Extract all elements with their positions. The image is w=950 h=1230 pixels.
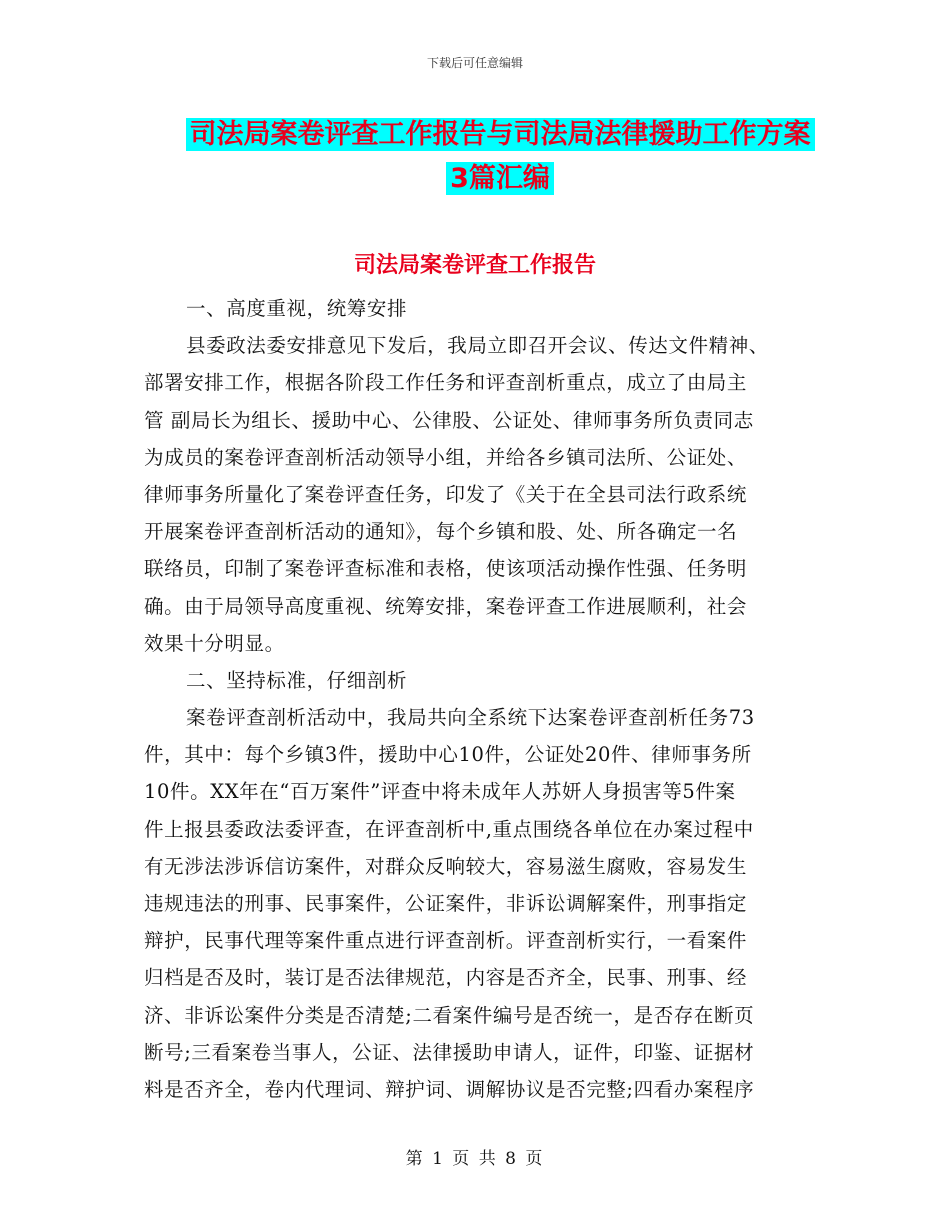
main-title-line-1 (140, 112, 860, 151)
body-line: 部署安排工作，根据各阶段工作任务和评查剖析重点，成立了由局主 (144, 371, 748, 395)
body-line: 案卷评查剖析活动中，我局共向全系统下达案卷评查剖析任务73 (186, 706, 755, 730)
body-line: 断号;三看案卷当事人，公证、法律援助申请人，证件，印鉴、证据材 (144, 1040, 755, 1064)
body-line: 确。由于局领导高度重视、统筹安排，案卷评查工作进展顺利，社会 (144, 594, 748, 618)
body-line: 联络员，印制了案卷评查标准和表格，使该项活动操作性强、任务明 (144, 557, 748, 581)
body-line: 辩护，民事代理等案件重点进行评查剖析。评查剖析实行，一看案件 (144, 929, 748, 953)
body-line: 管 副局长为组长、援助中心、公律股、公证处、律师事务所负责同志 (144, 408, 754, 432)
body-line: 归档是否及时，装订是否法律规范，内容是否齐全，民事、刑事、经 (144, 966, 748, 990)
heading-2: 二、坚持标准，仔细剖析 (186, 668, 408, 692)
body-line: 违规违法的刑事、民事案件，公证案件，非诉讼调解案件，刑事指定 (144, 892, 748, 915)
body-line: 济、非诉讼案件分类是否清楚;二看案件编号是否统一，是否存在断页 (144, 1003, 755, 1027)
document-body (144, 290, 810, 1108)
body-line: 10件。XX年在“百万案件”评查中将未成年人苏妍人身损害等5件案 (144, 780, 736, 804)
header-note: 下载后可任意编辑 (426, 56, 523, 70)
body-line: 律师事务所量化了案卷评查任务，印发了《关于在全县司法行政系统 (144, 482, 748, 506)
body-line: 件，其中：每个乡镇3件，援助中心10件，公证处20件、律师事务所 (144, 743, 752, 767)
body-line: 县委政法委安排意见下发后，我局立即召开会议、传达文件精神、 (186, 334, 769, 358)
body-line: 有无涉法涉诉信访案件，对群众反响较大，容易滋生腐败，容易发生 (144, 854, 748, 878)
body-line: 效果十分明显。 (144, 631, 285, 655)
main-title-line-2 (140, 156, 860, 195)
main-title-text-1: 司法局案卷评查工作报告与司法局法律援助工作方案 (186, 118, 815, 151)
body-line: 料是否齐全，卷内代理词、辩护词、调解协议是否完整;四看办案程序 (144, 1077, 755, 1101)
body-line: 开展案卷评查剖析活动的通知》，每个乡镇和股、处、所各确定一名 (144, 520, 738, 544)
heading-1: 一、高度重视，统筹安排 (186, 297, 408, 320)
main-title-text-2: 3篇汇编 (446, 162, 554, 195)
section-title: 司法局案卷评查工作报告 (353, 253, 596, 278)
body-line: 件上报县委政法委评查，在评查剖析中,重点围绕各单位在办案过程中 (144, 817, 754, 841)
body-line: 为成员的案卷评查剖析活动领导小组，并给各乡镇司法所、公证处、 (144, 445, 748, 469)
page-footer: 第 1 页 共 8 页 (405, 1149, 545, 1169)
